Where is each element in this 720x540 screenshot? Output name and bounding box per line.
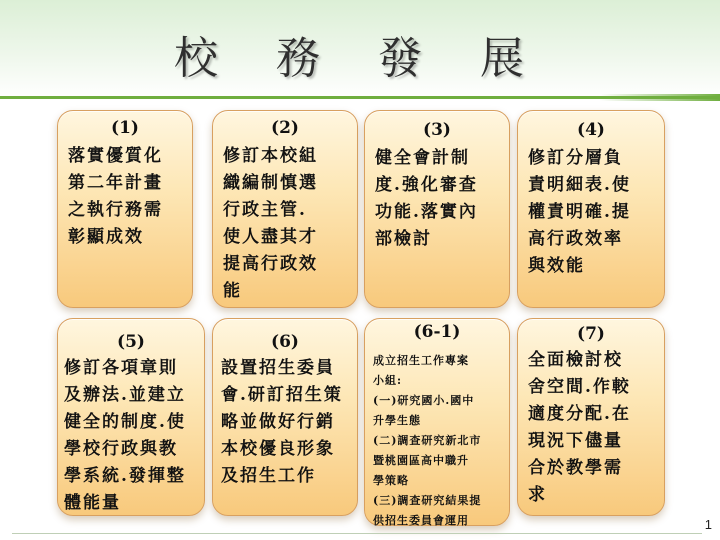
card-7 [517,318,665,516]
card-text: 落實優質化 第二年計畫 之執行務需 彰顯成效 [68,146,163,247]
card-number: (5) [117,332,145,352]
card-3 [364,110,510,308]
card-number: (1) [111,118,139,138]
card-text: 健全會計制 度.強化審查 功能.落實內 部檢討 [375,148,478,249]
card-number: (2) [271,118,299,138]
card-text: 設置招生委員 會.研訂招生策 略並做好行銷 本校優良形象 及招生工作 [221,358,343,486]
card-text: 成立招生工作專案 小組: (一)研究國小.國中 升學生態 (二)調查研究新北市 暨桃園區高中職升 學策略 (三)調查研究結果提 供招生委員會運用 [373,354,482,527]
card-5 [57,318,205,516]
card-6-1 [364,318,510,526]
card-number: (3) [423,120,451,140]
card-number: (7) [577,324,605,344]
card-2 [212,110,358,308]
card-number: (4) [577,120,605,140]
slide-title: 校 務 發 展 [174,33,546,84]
card-number: (6) [271,332,299,352]
card-number: (6-1) [413,322,461,342]
card-6 [212,318,358,516]
page-number: 1 [704,517,712,532]
card-text: 修訂各項章則 及辦法.並建立 健全的制度.使 學校行政與教 學系統.發揮整 體能量 [64,358,186,513]
card-4 [517,110,665,308]
card-text: 修訂本校組 織編制慎選 行政主管. 使人盡其才 提高行政效 能 [223,146,318,301]
card-1 [57,110,193,308]
card-text: 修訂分層負 責明細表.使 權責明確.提 高行政效率 與效能 [528,148,631,276]
footer-divider [12,533,702,534]
card-text: 全面檢討校 舍空間.作較 適度分配.在 現況下儘量 合於教學需 求 [528,350,631,505]
title-divider-accent [600,94,720,101]
